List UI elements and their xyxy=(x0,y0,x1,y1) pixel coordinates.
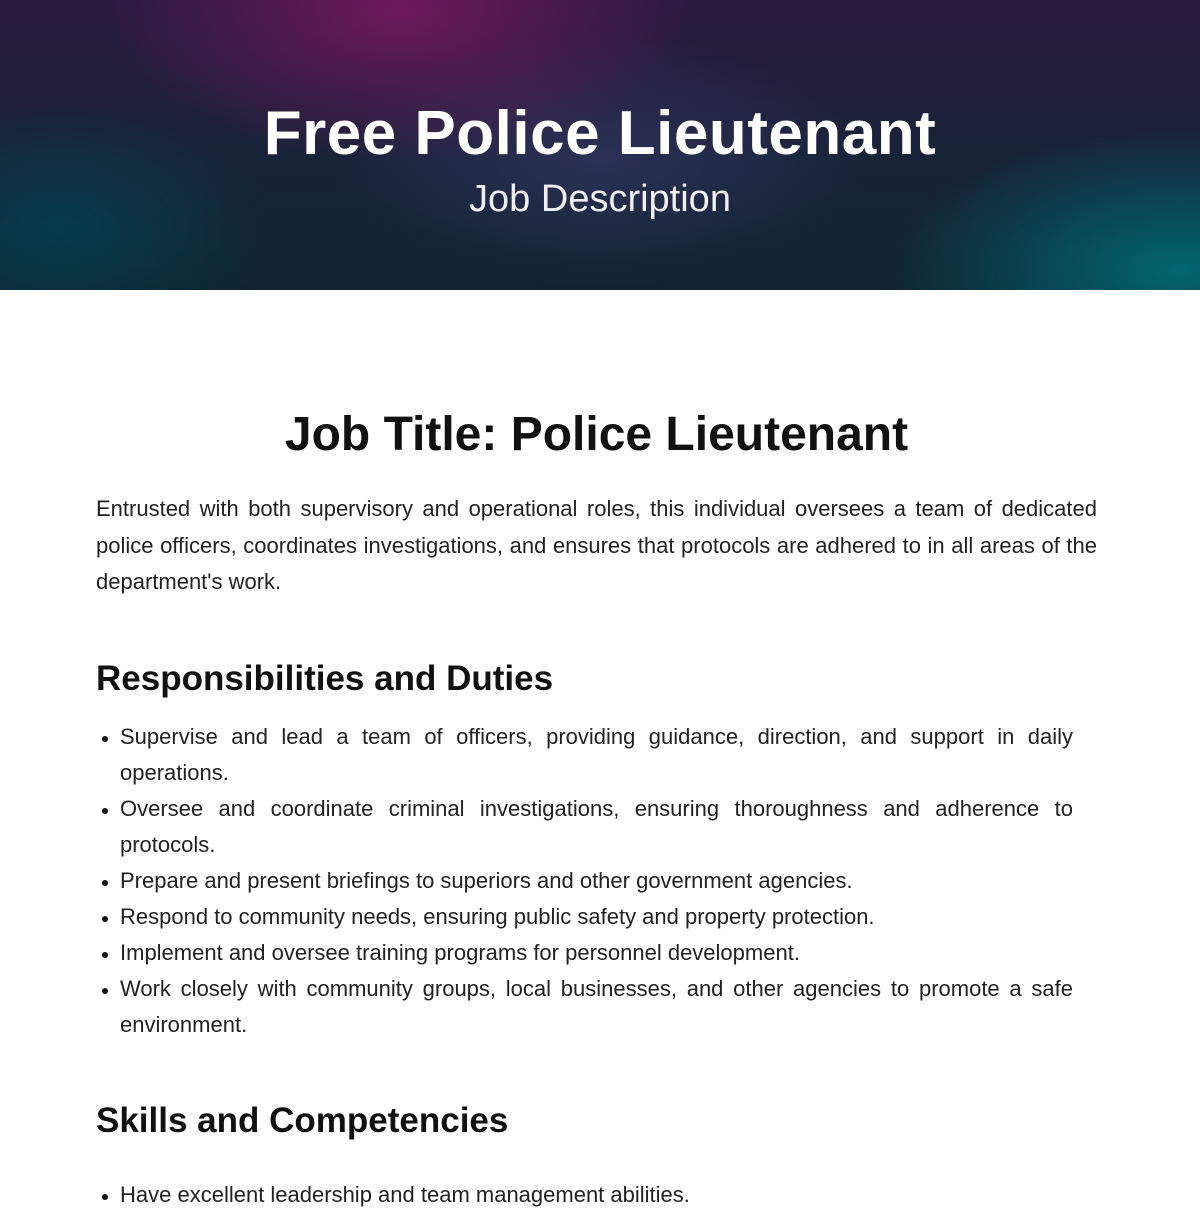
list-item-text: Have excellent leadership and team management abilities. xyxy=(120,1181,690,1207)
list-item xyxy=(96,863,1073,899)
responsibilities-list xyxy=(96,719,1073,1043)
bullet-icon xyxy=(102,916,108,922)
list-item-text: Respond to community needs, ensuring public safety and property protection. xyxy=(120,903,875,929)
list-item-text: Work closely with community groups, local businesses, and other agencies to promote a safe environment. xyxy=(120,975,1073,1037)
list-item-text: Implement and oversee training programs for personnel development. xyxy=(120,939,800,965)
document-body xyxy=(96,405,1097,1213)
list-item-text: Supervise and lead a team of officers, providing guidance, direction, and support in daily operations. xyxy=(120,723,1073,785)
section-heading-skills: Skills and Competencies xyxy=(96,1100,509,1140)
bullet-icon xyxy=(102,736,108,742)
banner-title: Free Police Lieutenant xyxy=(263,99,937,168)
list-item xyxy=(96,719,1073,791)
section-heading-responsibilities: Responsibilities and Duties xyxy=(96,658,554,698)
bullet-icon xyxy=(102,952,108,958)
intro-paragraph: Entrusted with both supervisory and operational roles, this individual oversees a team of dedicated police officers, coordinates investigations, and ensures that protocols are adhered to in all areas of the department's work. xyxy=(96,496,1097,594)
skills-list xyxy=(96,1177,1073,1213)
banner-subtitle: Job Description xyxy=(469,178,731,220)
list-item xyxy=(96,935,1073,971)
list-item-text: Prepare and present briefings to superiors and other government agencies. xyxy=(120,867,853,893)
list-item xyxy=(96,899,1073,935)
list-item-text: Oversee and coordinate criminal investigations, ensuring thoroughness and adherence to protocols. xyxy=(120,795,1073,857)
bullet-icon xyxy=(102,988,108,994)
job-title: Job Title: Police Lieutenant xyxy=(284,408,909,461)
list-item xyxy=(96,791,1073,863)
header-banner xyxy=(0,0,1200,290)
bullet-icon xyxy=(102,808,108,814)
list-item xyxy=(96,1177,1073,1213)
bullet-icon xyxy=(102,880,108,886)
bullet-icon xyxy=(102,1194,108,1200)
list-item xyxy=(96,971,1073,1043)
